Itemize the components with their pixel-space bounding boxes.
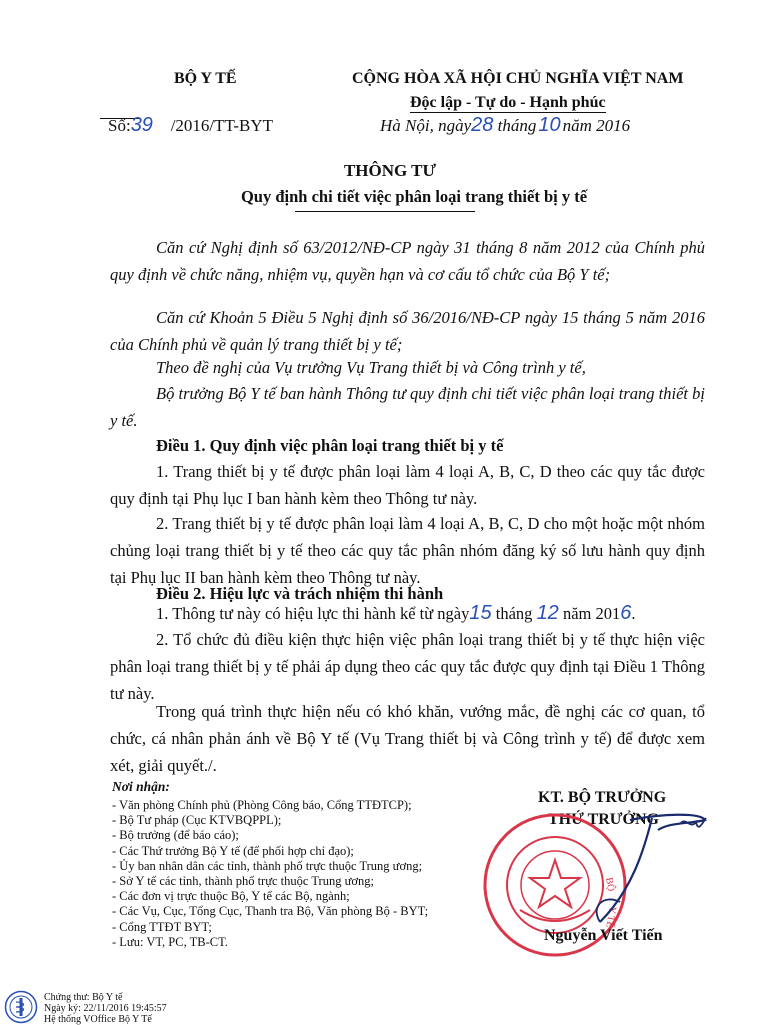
article-2-clause-2: 2. Tổ chức đủ điều kiện thực hiện việc phân loại trang thiết bị y tế thực hiện việc phân loại trang thiết bị y tế phải áp dụng theo các quy tắc được quy định tại Điều 1 Thông tư này. (110, 630, 705, 703)
number-suffix: /2016/TT-BYT (170, 116, 274, 135)
preamble-1: Căn cứ Nghị định số 63/2012/NĐ-CP ngày 31 tháng 8 năm 2012 của Chính phủ quy định về chức năng, nhiệm vụ, quyền hạn và cơ cấu tổ chức của Bộ Y tế; (110, 238, 705, 284)
date-month: 10 (538, 114, 561, 136)
recipient-item: - Văn phòng Chính phủ (Phòng Công báo, Cổng TTĐTCP); (112, 798, 412, 812)
clause-1-end: . (631, 604, 636, 623)
ministry-name: BỘ Y TẾ (174, 70, 237, 87)
preamble-3: Theo đề nghị của Vụ trưởng Vụ Trang thiết bị và Công trình y tế, (156, 358, 586, 377)
recipient-item: - Bộ Tư pháp (Cục KTVBQPPL); (112, 813, 282, 828)
recipient-item: - Cổng TTĐT BYT; (112, 919, 212, 934)
effective-year-digit: 6 (620, 602, 632, 624)
effective-year-label: năm 201 (562, 604, 621, 623)
article-1-clause-1: 1. Trang thiết bị y tế được phân loại làm 4 loại A, B, C, D theo các quy tắc được quy định tại Phụ lục I ban hành kèm theo Thông tư này. (110, 462, 705, 508)
document-number (108, 114, 273, 137)
title-underline (295, 211, 475, 212)
e-signature-info (44, 992, 167, 1025)
preamble-2: Căn cứ Khoản 5 Điều 5 Nghị định số 36/2016/NĐ-CP ngày 15 tháng 5 năm 2016 của Chính phủ về quản lý trang thiết bị y tế; (110, 308, 705, 354)
country-name: CỘNG HÒA XÃ HỘI CHỦ NGHĨA VIỆT NAM (352, 70, 684, 87)
recipient-item: - Lưu: VT, PC, TB-CT. (112, 934, 228, 949)
number-handwritten: 39 (130, 114, 153, 136)
recipient-item: - Các Vụ, Cục, Tổng Cục, Thanh tra Bộ, Văn phòng Bộ - BYT; (112, 904, 429, 919)
signer-name: Nguyễn Viết Tiến (544, 927, 663, 944)
article-2-heading: Điều 2. Hiệu lực và trách nhiệm thi hành (156, 584, 444, 603)
closing-paragraph: Trong quá trình thực hiện nếu có khó khăn, vướng mắc, đề nghị các cơ quan, tổ chức, cá nhân phản ánh về Bộ Y tế (Vụ Trang thiết bị và Công trình y tế) để được xem xét, giải quyết./. (110, 702, 705, 775)
signature-title-1: KT. BỘ TRƯỞNG (538, 789, 667, 806)
ministry-logo-icon (4, 990, 38, 1024)
signature-title-2: THỨ TRƯỞNG (548, 811, 659, 828)
certificate-line: Chứng thư: Bộ Y tế (44, 992, 123, 1003)
place-date-prefix: Hà Nội, ngày (380, 116, 472, 135)
effective-day: 15 (469, 602, 492, 624)
recipient-item: - Các đơn vị trực thuộc Bộ, Y tế các Bộ, ngành; (112, 889, 350, 904)
svg-text:BỘ: BỘ (603, 876, 617, 893)
document-subject: Quy định chi tiết việc phân loại trang thiết bị y tế (240, 187, 588, 206)
document-type: THÔNG TƯ (343, 161, 437, 180)
clause-1-prefix: 1. Thông tư này có hiệu lực thi hành kể từ ngày (156, 604, 470, 623)
date-month-label: tháng (497, 116, 537, 135)
handwritten-signature-icon (540, 810, 710, 930)
place-date (380, 114, 630, 137)
recipient-item: - Ủy ban nhân dân các tỉnh, thành phố trực thuộc Trung ương; (112, 858, 423, 873)
signed-date-line: Ngày ký: 22/11/2016 19:45:57 (44, 1003, 167, 1014)
article-1-clause-2: 2. Trang thiết bị y tế được phân loại làm 4 loại A, B, C, D cho một hoặc một nhóm chủng loại trang thiết bị y tế theo các quy tắc phân nhóm đăng ký số lưu hành quy định tại Phụ lục II ban hành kèm theo Thông tư này. (110, 514, 705, 587)
effective-month: 12 (536, 602, 559, 624)
number-prefix: Số: (108, 116, 131, 135)
recipient-item: - Sở Y tế các tỉnh, thành phố trực thuộc Trung ương; (112, 874, 374, 889)
date-year-label: năm 2016 (562, 116, 631, 135)
svg-text:Y TẾ: Y TẾ (603, 905, 618, 929)
recipients-title: Nơi nhận: (112, 779, 170, 794)
article-1-heading: Điều 1. Quy định việc phân loại trang thiết bị y tế (156, 436, 504, 455)
preamble-4: Bộ trưởng Bộ Y tế ban hành Thông tư quy định chi tiết việc phân loại trang thiết bị y tế. (110, 384, 705, 430)
motto: Độc lập - Tự do - Hạnh phúc (410, 94, 606, 111)
article-2-clause-1 (110, 600, 705, 627)
system-line: Hệ thống VOffice Bộ Y Tế (44, 1014, 152, 1025)
recipient-item: - Bộ trưởng (để báo cáo); (112, 828, 239, 843)
recipient-item: - Các Thứ trưởng Bộ Y tế (để phối hợp chỉ đạo); (112, 843, 354, 858)
effective-month-label: tháng (495, 604, 533, 623)
recipients-list (112, 798, 492, 950)
date-day: 28 (471, 114, 494, 136)
